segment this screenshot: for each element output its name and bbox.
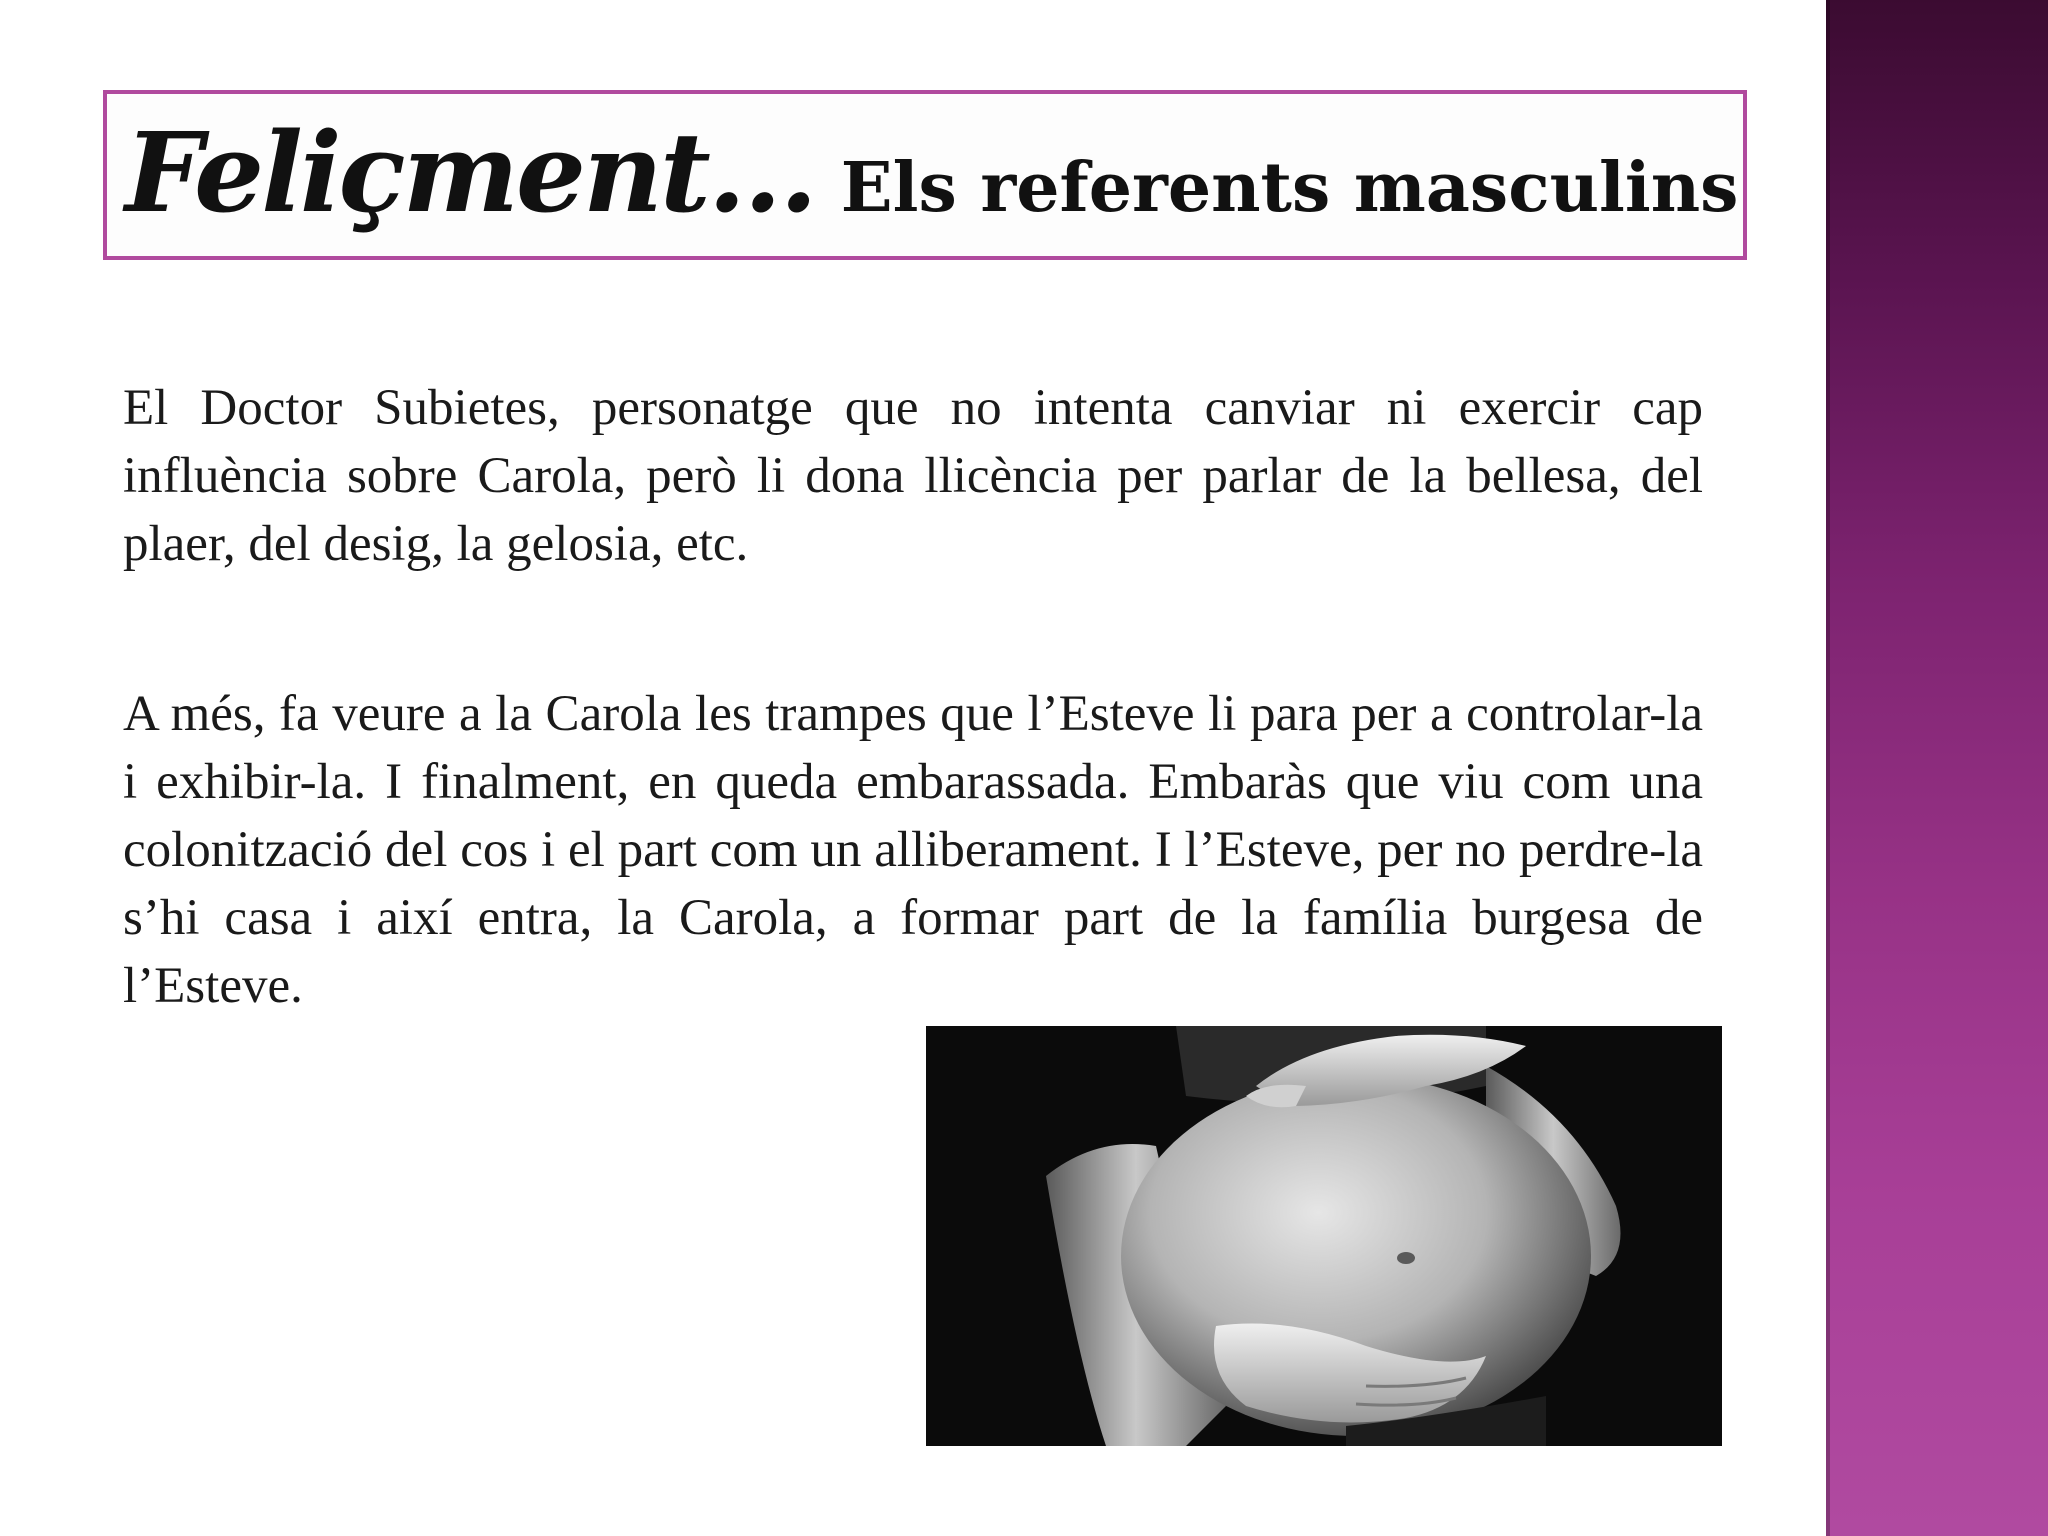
paragraph-doctor-subietes: El Doctor Subietes, personatge que no intenta canviar ni exercir cap influència sobre Carola, però li dona llicència per parlar de la bellesa, del plaer, del desig, la gelosia, etc. (123, 380, 1703, 572)
paragraph-esteve: A més, fa veure a la Carola les trampes que l’Esteve li para per a controlar-la i exhibir-la. I finalment, en queda embarassada. Embaràs que viu com una colonització del cos i el part com un alliberament. I l’Esteve, per no perdre-la s’hi casa i així entra, la Carola, a formar part de la família burgesa de l’Esteve. (123, 686, 1703, 1014)
slide-title (125, 108, 1738, 248)
pregnancy-photo (926, 1026, 1722, 1446)
title-main: Feliçment… (125, 108, 815, 237)
decorative-sidebar (1826, 0, 2048, 1536)
title-subtitle: Els referents masculins (840, 148, 1739, 228)
